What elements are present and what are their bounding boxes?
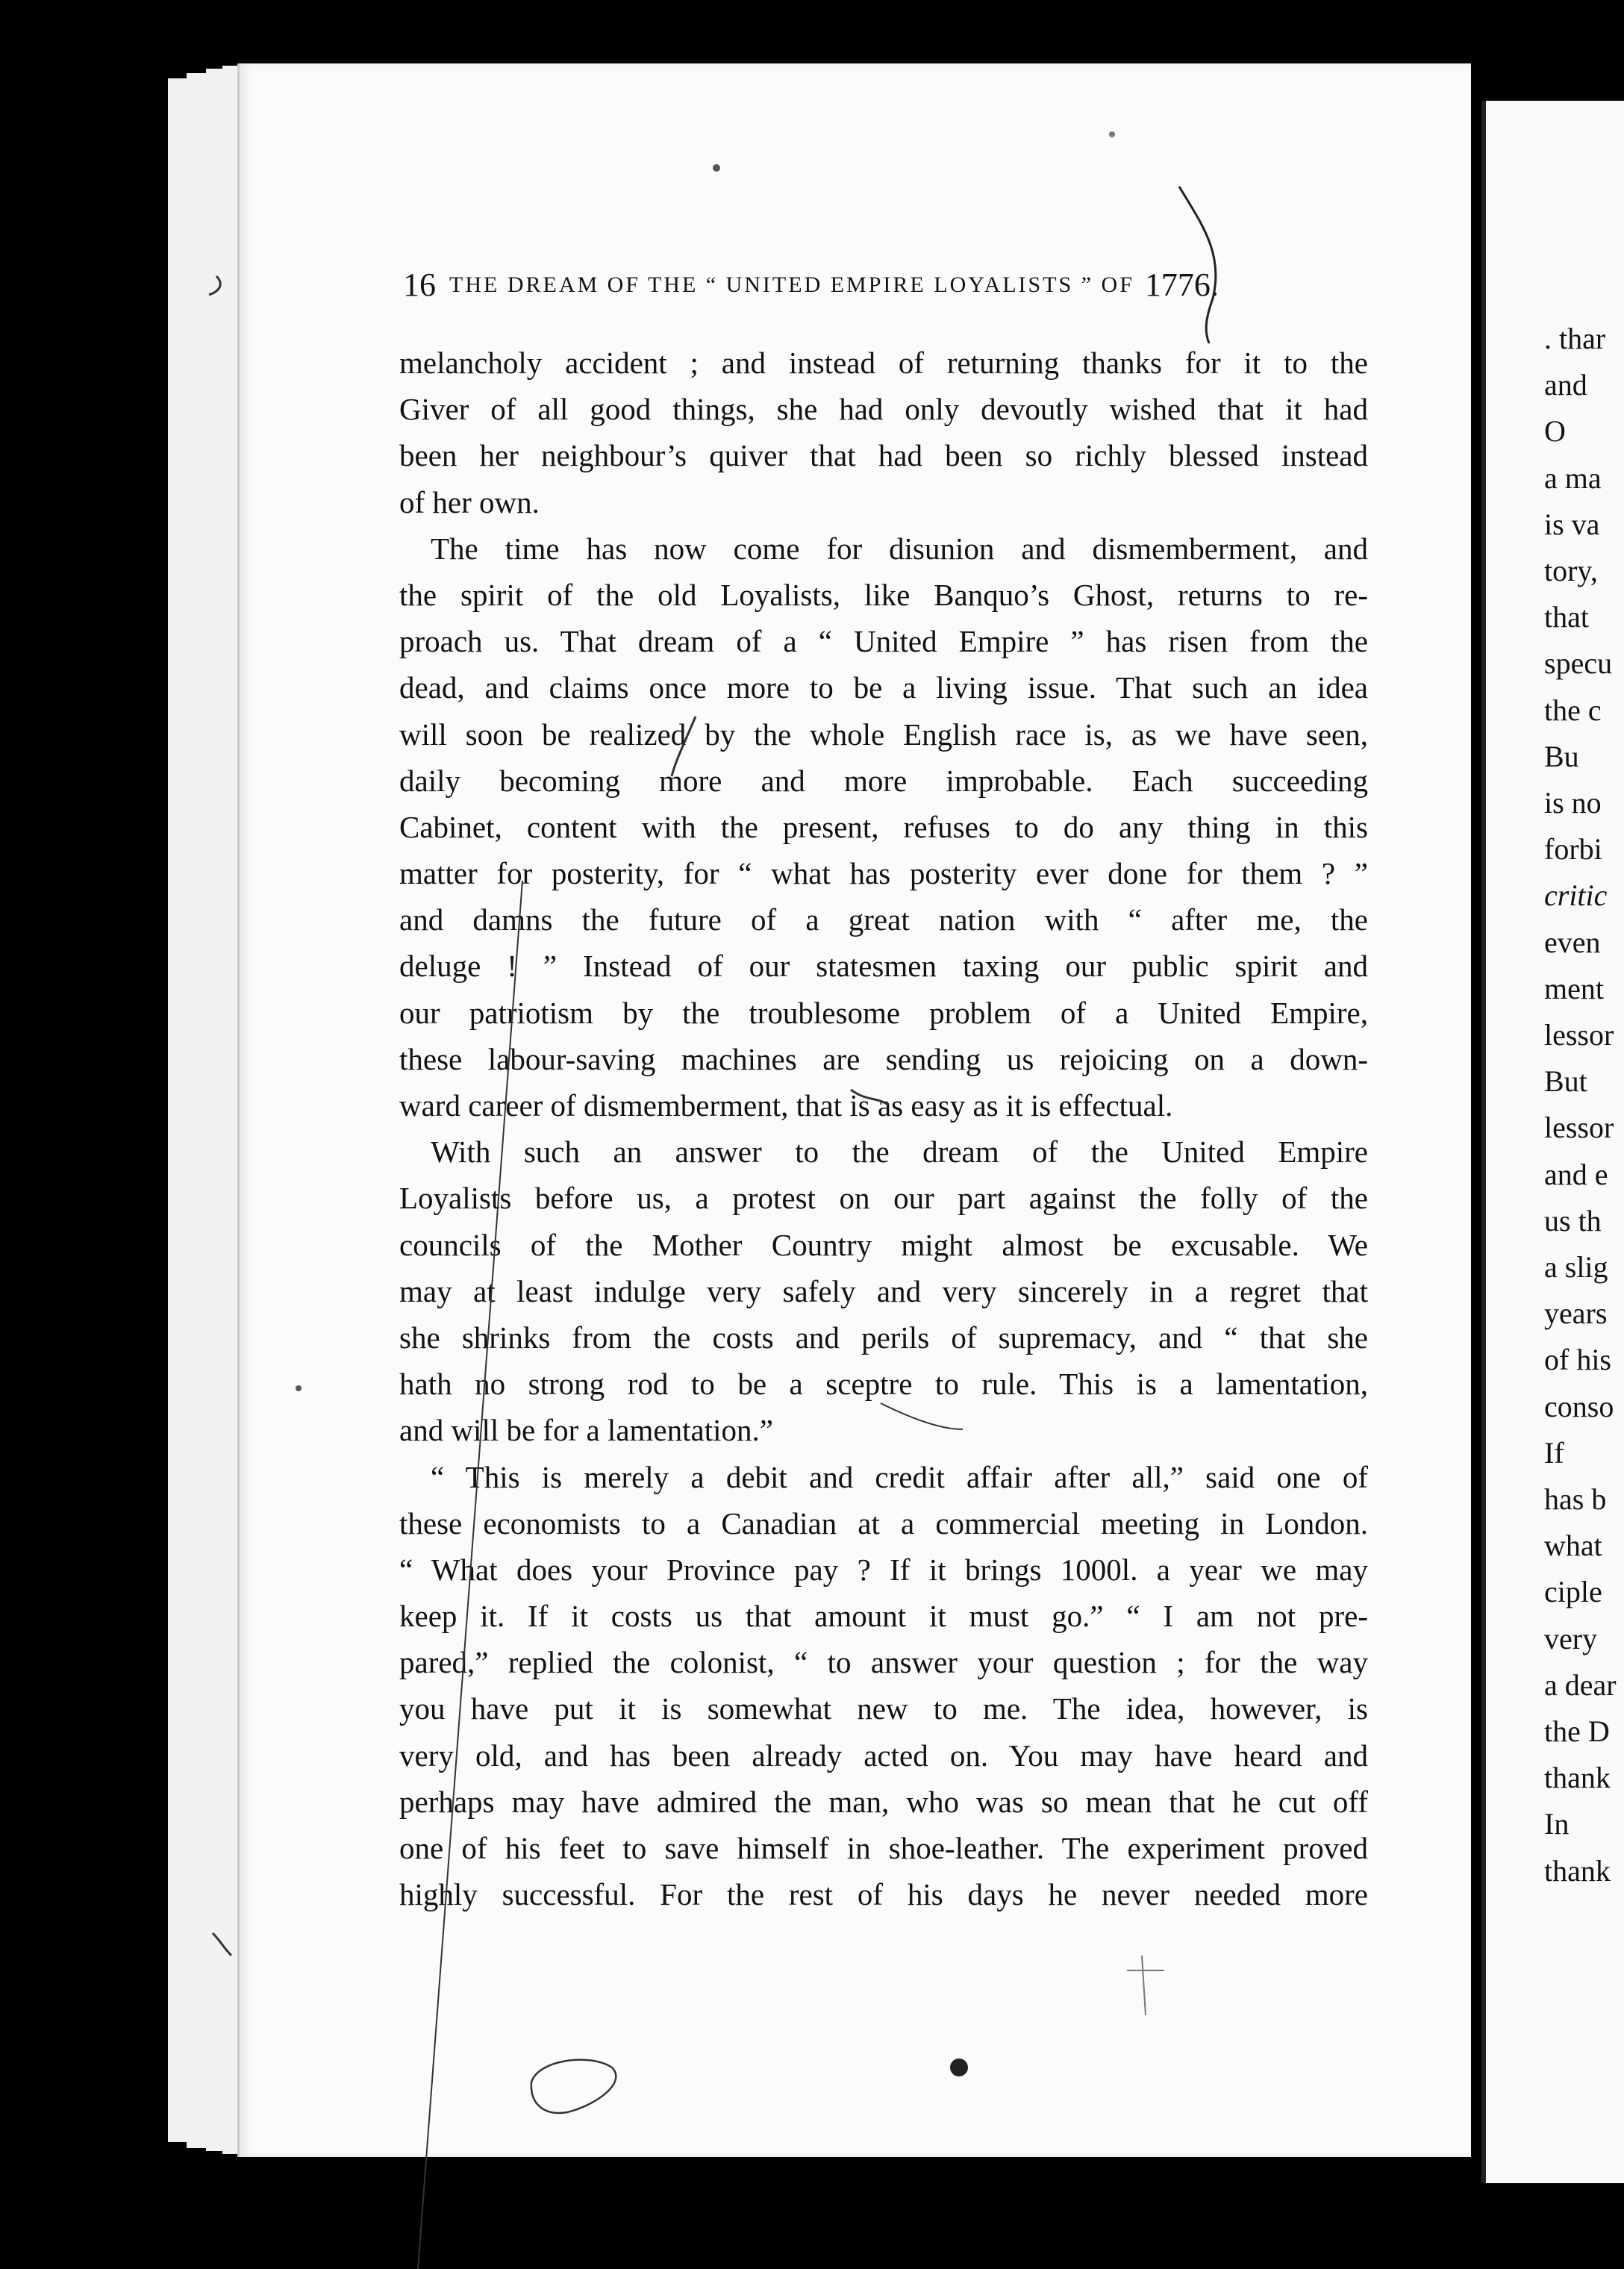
pen-stroke	[213, 1933, 231, 1956]
pen-stroke	[209, 276, 220, 295]
facing-page-fragment: But	[1544, 1064, 1587, 1099]
text-line: pared,” replied the colonist, “ to answer your question ; for the way	[399, 1645, 1368, 1680]
header-year: 1776.	[1144, 266, 1219, 303]
text-line: daily becoming more and more improbable. Each succeeding	[399, 763, 1368, 798]
ink-spot	[713, 164, 720, 172]
facing-page-fragment: very	[1544, 1621, 1598, 1655]
facing-page-fragment: Bu	[1544, 739, 1579, 773]
facing-page-fragment: ciple	[1544, 1575, 1602, 1609]
facing-page-fragment: tory,	[1544, 554, 1598, 587]
text-line: very old, and has been already acted on. You may have heard and	[399, 1738, 1368, 1773]
text-line: may at least indulge very safely and very sincerely in a regret that	[399, 1273, 1368, 1308]
ink-spot	[296, 1385, 302, 1391]
text-line: councils of the Mother Country might almost be excusable. We	[399, 1227, 1368, 1262]
text-line: the spirit of the old Loyalists, like Banquo’s Ghost, returns to re-	[399, 577, 1368, 612]
text-line: keep it. If it costs us that amount it must go.” “ I am not pre-	[399, 1599, 1368, 1634]
text-line: proach us. That dream of a “ United Empire ” has risen from the	[399, 624, 1368, 659]
text-line: our patriotism by the troublesome problem of a United Empire,	[399, 995, 1368, 1030]
ink-spot	[950, 2059, 968, 2076]
text-line: she shrinks from the costs and perils of supremacy, and “ that she	[399, 1320, 1368, 1355]
text-line: With such an answer to the dream of the United Empire	[431, 1134, 1368, 1170]
text-line: these labour-saving machines are sending us rejoicing on a down-	[399, 1041, 1368, 1076]
pen-stroke	[1179, 187, 1216, 343]
text-line: highly successful. For the rest of his days he never needed more	[399, 1877, 1368, 1912]
ink-spot	[1109, 131, 1115, 137]
text-line: been her neighbour’s quiver that had been so richly blessed instead	[399, 438, 1368, 473]
facing-page-fragment: a ma	[1544, 461, 1602, 495]
facing-page-fragment: O	[1544, 414, 1566, 449]
facing-page-fragment: and e	[1544, 1157, 1608, 1191]
text-line: “ This is merely a debit and credit affair after all,” said one of	[431, 1459, 1368, 1494]
text-line: dead, and claims once more to be a living issue. That such an idea	[399, 670, 1368, 705]
facing-page-fragment: ment	[1544, 971, 1604, 1005]
text-line: these economists to a Canadian at a commercial meeting in London.	[399, 1505, 1368, 1541]
text-line: Cabinet, content with the present, refuses to do any thing in this	[399, 809, 1368, 844]
text-line: hath no strong rod to be a sceptre to rule. This is a lamentation,	[399, 1367, 1368, 1402]
facing-page-fragment: us th	[1544, 1203, 1602, 1238]
facing-page-fragment: thank	[1544, 1853, 1611, 1888]
text-line: The time has now come for disunion and dismemberment, and	[431, 531, 1368, 566]
facing-page-fragment: and	[1544, 368, 1587, 402]
page-number: 16	[403, 266, 436, 303]
text-line: one of his feet to save himself in shoe-leather. The experiment proved	[399, 1831, 1368, 1865]
pen-stroke	[881, 1403, 963, 1429]
facing-page-fragment: conso	[1544, 1389, 1614, 1423]
facing-page-fragment: is va	[1544, 507, 1600, 541]
facing-page-fragment: a slig	[1544, 1250, 1608, 1284]
facing-page-fragment: lessor	[1544, 1111, 1614, 1145]
text-line: will soon be realized by the whole English race is, as we have seen,	[399, 717, 1368, 752]
pen-stroke	[1142, 1956, 1146, 2015]
text-line: ward career of dismemberment, that is as easy as it is effectual.	[399, 1088, 1173, 1123]
text-line: you have put it is somewhat new to me. The idea, however, is	[399, 1691, 1368, 1726]
facing-page-fragment: lessor	[1544, 1018, 1614, 1052]
text-line: matter for posterity, for “ what has posterity ever done for them ? ”	[399, 856, 1368, 891]
text-line: deluge ! ” Instead of our statesmen taxing our public spirit and	[399, 949, 1368, 984]
running-title: THE DREAM OF THE “ UNITED EMPIRE LOYALISTS ” OF	[449, 272, 1134, 297]
text-line: Giver of all good things, she had only devoutly wished that it had	[399, 392, 1368, 427]
text-line: “ What does your Province pay ? If it brings 1000l. a year we may	[399, 1552, 1368, 1587]
text-line: Loyalists before us, a protest on our part against the folly of the	[399, 1181, 1368, 1216]
text-line: melancholy accident ; and instead of returning thanks for it to the	[399, 346, 1368, 380]
facing-page-fragment: of his	[1544, 1343, 1611, 1377]
facing-page-fragment: years	[1544, 1296, 1608, 1331]
facing-page-fragment: the D	[1544, 1714, 1610, 1748]
facing-page-fragment: has b	[1544, 1482, 1607, 1516]
text-line: and damns the future of a great nation with “ after me, the	[399, 902, 1368, 937]
facing-page-fragment: thank	[1544, 1761, 1611, 1795]
facing-page-fragment: . thar	[1544, 322, 1606, 355]
facing-page-fragment: If	[1544, 1435, 1564, 1470]
facing-page-fragment: what	[1544, 1529, 1602, 1563]
facing-page-fragment: forbi	[1544, 832, 1602, 867]
facing-page-fragment: even	[1544, 925, 1601, 959]
pen-scribble	[531, 2060, 616, 2113]
facing-page-fragment: critic	[1544, 878, 1608, 913]
facing-page-fragment: is no	[1544, 786, 1602, 820]
pen-stroke	[672, 717, 696, 776]
text-line: and will be for a lamentation.”	[399, 1413, 773, 1448]
facing-page-fragment: In	[1544, 1807, 1570, 1841]
margin-line	[418, 881, 522, 2269]
text-line: perhaps may have admired the man, who was so mean that he cut off	[399, 1784, 1368, 1819]
text-line: of her own.	[399, 484, 540, 519]
facing-page-fragment: that	[1544, 600, 1589, 634]
pen-stroke	[851, 1090, 888, 1105]
facing-page-fragment: a dear	[1544, 1667, 1617, 1702]
facing-page-fragment: specu	[1544, 646, 1613, 681]
facing-page-fragment: the c	[1544, 693, 1602, 727]
